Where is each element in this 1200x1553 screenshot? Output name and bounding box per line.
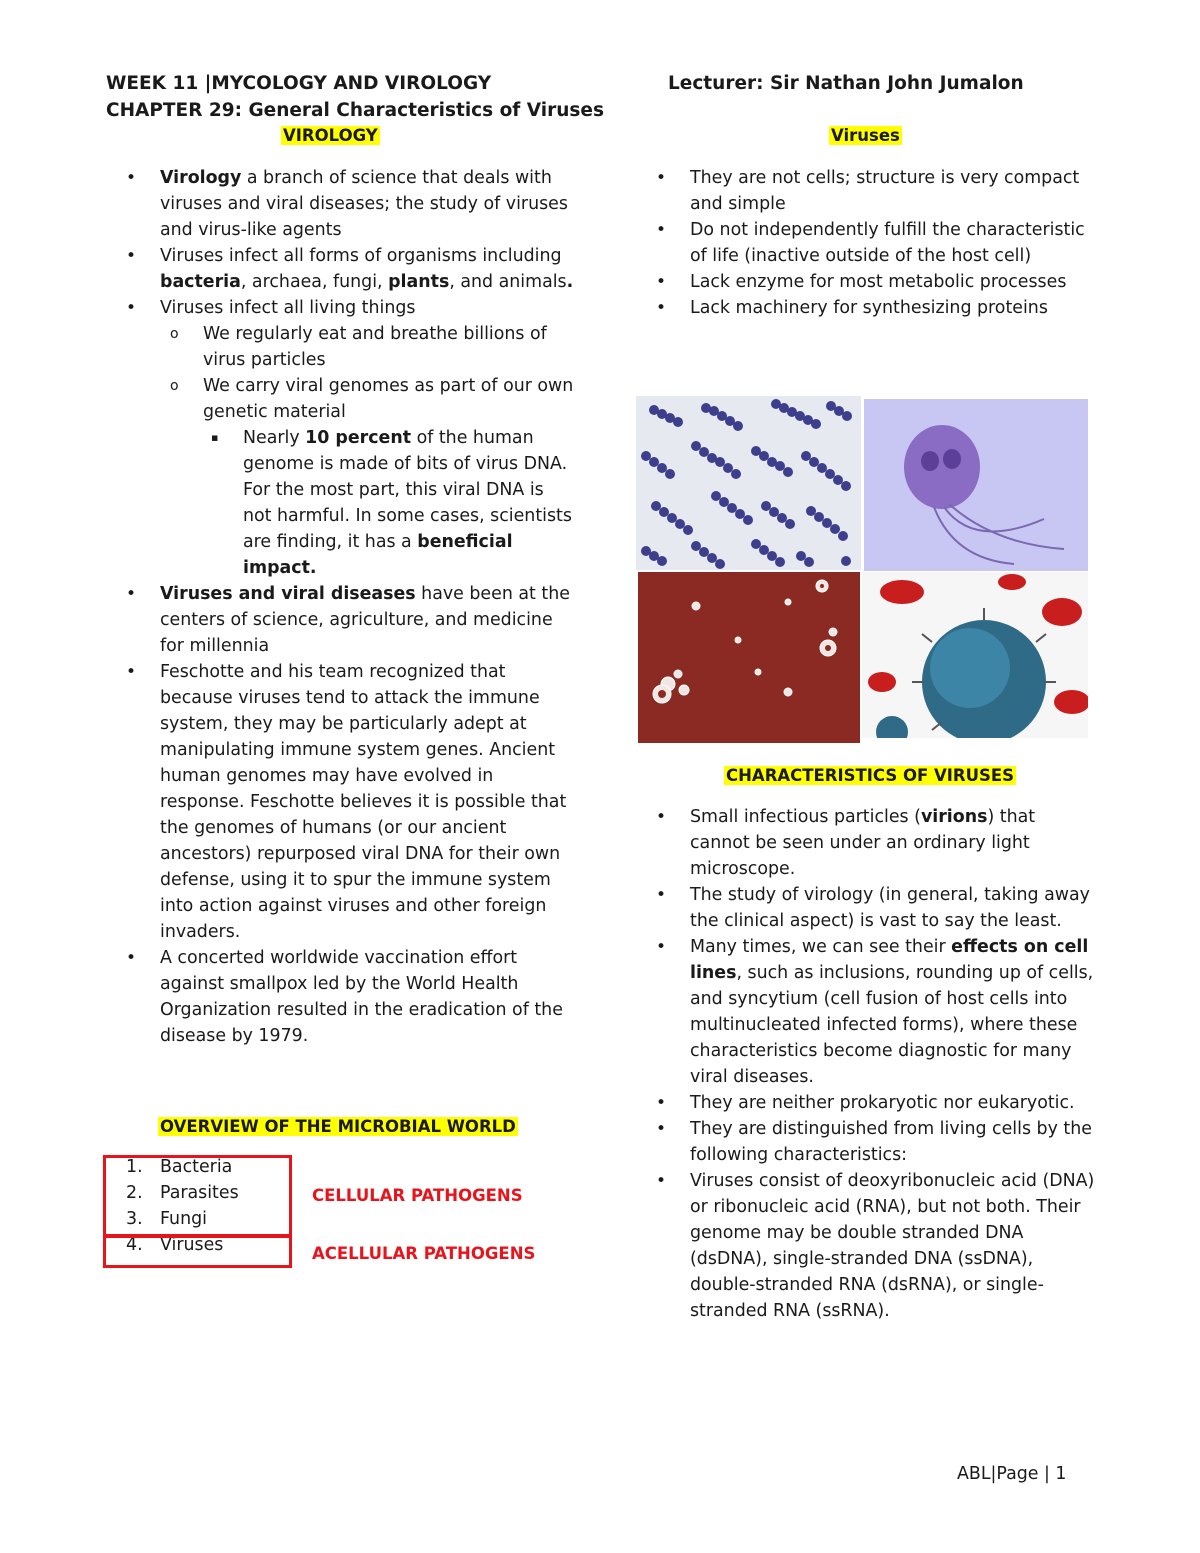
list-text: ) that cannot be seen under an ordinary light microscope.	[690, 807, 1036, 879]
bold-term: Virology	[160, 168, 242, 188]
list-text: They are not cells; structure is very compact and simple	[690, 168, 1080, 214]
list-text: Many times, we can see their	[690, 937, 952, 957]
viruses-list	[636, 165, 1098, 321]
list-text: have been at the centers of science, agriculture, and medicine for millennia	[160, 584, 570, 656]
list-text: a branch of science that deals with viruses and viral diseases; the study of viruses and virus-like agents	[160, 168, 568, 240]
sub-sub-list-item	[203, 425, 576, 581]
item-number: 1.	[126, 1157, 143, 1177]
lecturer-name: Lecturer: Sir Nathan John Jumalon	[668, 73, 1024, 94]
header-left	[106, 70, 626, 124]
viruses-heading-text: Viruses	[831, 126, 900, 145]
list-item	[636, 269, 1098, 295]
list-text: Lack machinery for synthesizing proteins	[690, 298, 1048, 318]
list-item	[636, 882, 1098, 934]
list-item	[106, 945, 576, 1049]
sub-list-item	[160, 373, 576, 581]
list-item	[636, 165, 1098, 217]
page-footer: ABL|Page | 1	[957, 1464, 1067, 1484]
sub-sub-list	[203, 425, 576, 581]
list-item	[636, 934, 1098, 1090]
characteristics-list	[636, 804, 1098, 1324]
viruses-column	[636, 165, 1098, 321]
list-item	[106, 243, 576, 295]
cellular-pathogens-label: CELLULAR PATHOGENS	[312, 1186, 523, 1205]
acellular-pathogens-label: ACELLULAR PATHOGENS	[312, 1244, 536, 1263]
week-title: WEEK 11 |MYCOLOGY AND VIROLOGY	[106, 73, 492, 94]
overview-heading	[158, 1116, 518, 1138]
item-label: Viruses	[160, 1235, 224, 1255]
list-text: Viruses infect all living things	[160, 298, 416, 318]
list-text: They are distinguished from living cells by the following characteristics:	[690, 1119, 1092, 1165]
list-text: , and animals	[449, 272, 567, 292]
fungi-micrograph-image	[638, 572, 860, 743]
list-item	[106, 659, 576, 945]
sub-list	[160, 321, 576, 581]
list-item	[636, 1116, 1098, 1168]
virology-column	[106, 165, 576, 1049]
list-text: A concerted worldwide vaccination effort against smallpox led by the World Health Organization resulted in the eradication of the disease by 1979.	[160, 948, 563, 1046]
list-text: , archaea, fungi,	[240, 272, 389, 292]
bold-term: beneficial impact.	[243, 532, 513, 578]
list-text: , such as inclusions, rounding up of cells, and syncytium (cell fusion of host cells into multinucleated infected forms), where these characteristics become diagnostic for many viral diseases.	[690, 963, 1094, 1087]
sub-list-item	[160, 321, 576, 373]
bold-term: .	[566, 272, 574, 292]
list-text: Nearly	[243, 428, 306, 448]
list-text: We regularly eat and breathe billions of virus particles	[203, 324, 547, 370]
item-label: Parasites	[160, 1183, 239, 1203]
bold-term: effects on cell lines	[690, 937, 1089, 983]
list-text: Small infectious particles (	[690, 807, 921, 827]
list-text: Lack enzyme for most metabolic processes	[690, 272, 1067, 292]
list-item	[106, 295, 576, 581]
list-text: The study of virology (in general, taking away the clinical aspect) is vast to say the least.	[690, 885, 1090, 931]
list-item	[636, 804, 1098, 882]
virology-list	[106, 165, 576, 1049]
chapter-title: CHAPTER 29: General Characteristics of Viruses	[106, 100, 604, 121]
bacteria-micrograph-image	[636, 396, 861, 570]
item-number: 2.	[126, 1183, 143, 1203]
list-text: They are neither prokaryotic nor eukaryotic.	[690, 1093, 1075, 1113]
virus-illustration-image	[862, 572, 1088, 738]
characteristics-column	[636, 804, 1098, 1324]
virology-heading-text: VIROLOGY	[283, 126, 378, 145]
list-item	[106, 165, 576, 243]
list-item	[636, 1090, 1098, 1116]
list-text: of the human genome is made of bits of virus DNA. For the most part, this viral DNA is not harmful. In some cases, scientists are finding, it has a	[243, 428, 572, 552]
acellular-box	[103, 1235, 292, 1268]
cellular-box	[103, 1155, 292, 1237]
bold-term: plants	[388, 272, 450, 292]
list-item	[636, 295, 1098, 321]
bold-term: Viruses and viral diseases	[160, 584, 416, 604]
list-text: Viruses consist of deoxyribonucleic acid (DNA) or ribonucleic acid (RNA), but not both. Their genome may be double stranded DNA (dsDNA), single-stranded DNA (ssDNA), double-stranded RNA (dsRNA), or single-stranded RNA (ssRNA).	[690, 1171, 1095, 1321]
characteristics-heading-text: CHARACTERISTICS OF VIRUSES	[726, 766, 1015, 785]
bold-term: virions	[920, 807, 988, 827]
bold-term: 10 percent	[305, 428, 412, 448]
item-label: Fungi	[160, 1209, 207, 1229]
list-text: Viruses infect all forms of organisms including	[160, 246, 562, 266]
list-item	[106, 581, 576, 659]
bold-term: bacteria	[160, 272, 241, 292]
item-number: 4.	[126, 1235, 143, 1255]
list-text: We carry viral genomes as part of our own genetic material	[203, 376, 574, 422]
viruses-heading	[829, 125, 902, 147]
list-item	[636, 217, 1098, 269]
parasite-micrograph-image	[864, 399, 1088, 571]
item-label: Bacteria	[160, 1157, 233, 1177]
list-text: Feschotte and his team recognized that because viruses tend to attack the immune system, they may be particularly adept at manipulating immune system genes. Ancient human genomes may have evolved in response. Feschotte believes it is possible that the genomes of humans (or our ancient ancestors) repurposed viral DNA for their own defense, using it to spur the immune system into action against viruses and other foreign invaders.	[160, 662, 567, 942]
virology-heading	[281, 125, 380, 147]
overview-heading-text: OVERVIEW OF THE MICROBIAL WORLD	[160, 1117, 516, 1136]
list-item	[636, 1168, 1098, 1324]
characteristics-heading	[724, 765, 1016, 787]
item-number: 3.	[126, 1209, 143, 1229]
list-text: Do not independently fulfill the characteristic of life (inactive outside of the host cell)	[690, 220, 1085, 266]
